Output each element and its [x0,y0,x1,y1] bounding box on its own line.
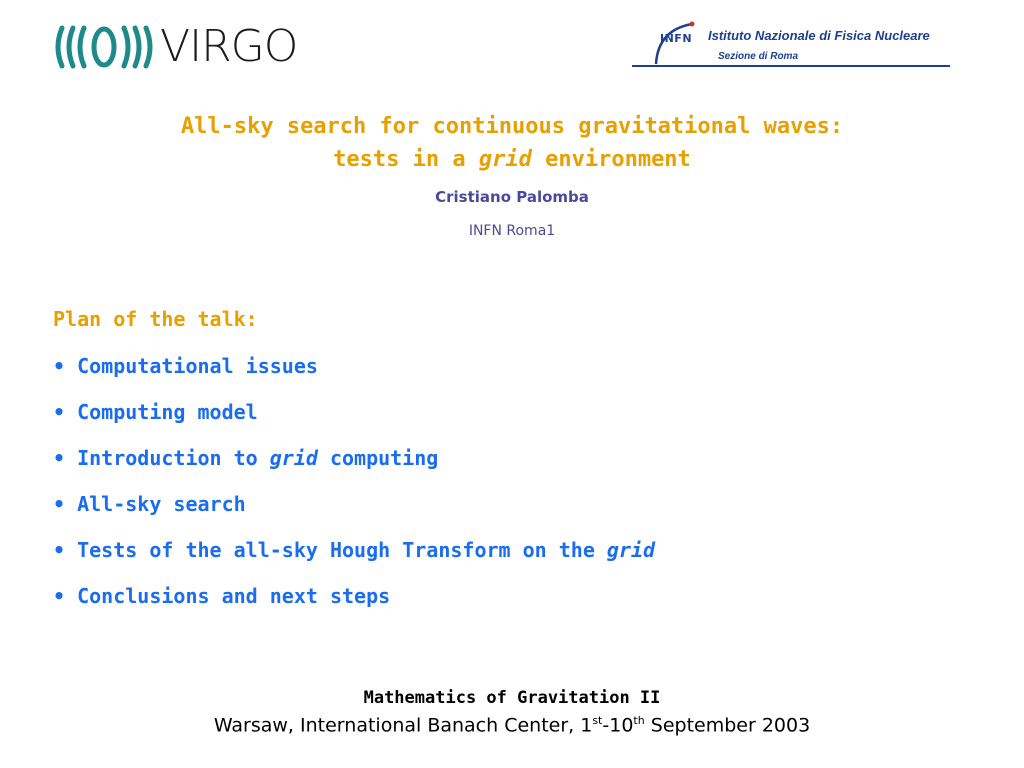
list-item [53,488,655,534]
title-emphasis: grid [478,147,532,172]
venue-text: Warsaw, International Banach Center, 1 [213,714,593,737]
item-emphasis: grid [606,538,656,562]
author-name: Cristiano Palomba [435,188,589,206]
author-affiliation: INFN Roma1 [468,223,556,239]
virgo-waves-icon [52,24,156,70]
ordinal-suffix: st [592,714,603,727]
venue-text: September 2003 [644,714,811,737]
infn-divider [632,65,950,67]
item-text: Computing model [77,400,258,424]
infn-logo [628,18,950,74]
bullet-icon: • [53,400,66,424]
item-text: Conclusions and next steps [77,584,391,608]
list-item [53,396,655,442]
item-text: Tests of the all-sky Hough Transform on the [77,538,607,562]
list-item [53,442,655,488]
list-item [53,534,655,580]
bullet-icon: • [53,492,66,516]
item-text: computing [317,446,439,470]
virgo-wordmark: VIRGO [160,21,298,72]
bullet-icon: • [53,354,66,378]
bullet-icon: • [53,538,66,562]
title-text: tests in a [333,147,479,172]
bullet-icon: • [53,584,66,608]
virgo-logo [52,21,298,72]
conference-venue [0,714,1024,736]
slide-title-line1: All-sky search for continuous gravitational waves: [180,114,844,139]
item-emphasis: grid [269,446,318,470]
list-item [53,350,655,396]
infn-mark: INFN [660,32,693,45]
venue-text: -10 [602,714,634,737]
ordinal-suffix: th [633,714,645,727]
plan-list [53,350,655,626]
infn-institute-name: Istituto Nazionale di Fisica Nucleare [708,28,930,43]
bullet-icon: • [53,446,66,470]
plan-heading: Plan of the talk: [53,307,258,331]
infn-arc-icon [648,20,708,70]
item-text: Computational issues [77,354,318,378]
list-item [53,580,655,626]
title-text: environment [531,147,691,172]
conference-name: Mathematics of Gravitation II [363,688,661,708]
item-text: Introduction to [77,446,270,470]
infn-section-name: Sezione di Roma [718,51,799,62]
item-text: All-sky search [77,492,246,516]
slide-title-line2 [0,143,1024,176]
